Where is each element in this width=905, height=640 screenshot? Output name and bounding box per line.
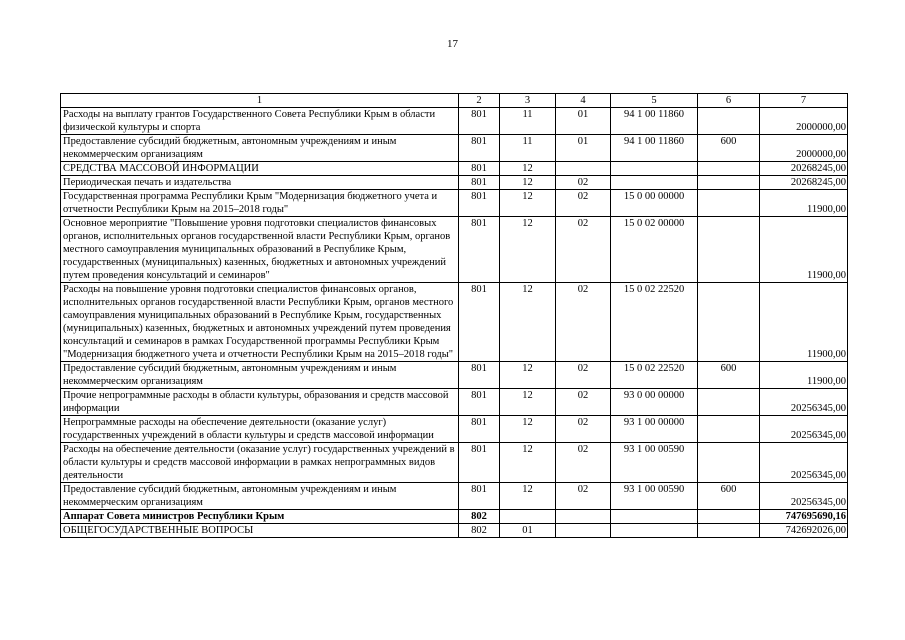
cell-target [611, 176, 698, 190]
table-row [61, 217, 848, 283]
cell-desc: Расходы на повышение уровня подготовки специалистов финансовых органов, исполнительных органов государственной власти Республики Крым, органов местного самоуправления муниципальных образований в Республике Крым, государственных (муниципальных) казенных, бюджетных и автономных учреждений путем проведения консультаций и семинаров в рамках Государственной программы Республики Крым "Модернизация бюджетного учета и отчетности Республики Крым на 2015–2018 годы" [61, 283, 459, 362]
cell-subsection [500, 510, 556, 524]
cell-expense-type [698, 510, 760, 524]
cell-amount: 20256345,00 [760, 416, 848, 443]
table-row [61, 443, 848, 483]
cell-amount: 2000000,00 [760, 135, 848, 162]
cell-expense-type [698, 176, 760, 190]
cell-amount: 20256345,00 [760, 483, 848, 510]
table-body [61, 108, 848, 538]
cell-subsection: 12 [500, 190, 556, 217]
cell-item: 02 [556, 362, 611, 389]
cell-desc: Предоставление субсидий бюджетным, автономным учреждениям и иным некоммерческим организациям [61, 362, 459, 389]
cell-expense-type [698, 416, 760, 443]
cell-desc: Предоставление субсидий бюджетным, автономным учреждениям и иным некоммерческим организациям [61, 135, 459, 162]
cell-item: 02 [556, 217, 611, 283]
cell-amount: 11900,00 [760, 190, 848, 217]
cell-section: 801 [459, 416, 500, 443]
cell-target: 15 0 00 00000 [611, 190, 698, 217]
cell-desc: ОБЩЕГОСУДАРСТВЕННЫЕ ВОПРОСЫ [61, 524, 459, 538]
cell-item: 01 [556, 108, 611, 135]
header-cell-3: 3 [500, 94, 556, 108]
cell-item: 02 [556, 283, 611, 362]
cell-section: 801 [459, 443, 500, 483]
cell-item: 01 [556, 135, 611, 162]
cell-item: 02 [556, 190, 611, 217]
cell-subsection: 01 [500, 524, 556, 538]
cell-target [611, 524, 698, 538]
cell-expense-type [698, 389, 760, 416]
cell-target: 15 0 02 00000 [611, 217, 698, 283]
cell-section: 801 [459, 162, 500, 176]
cell-item: 02 [556, 389, 611, 416]
cell-section: 801 [459, 108, 500, 135]
cell-desc: СРЕДСТВА МАССОВОЙ ИНФОРМАЦИИ [61, 162, 459, 176]
cell-section: 801 [459, 135, 500, 162]
cell-target: 15 0 02 22520 [611, 283, 698, 362]
cell-amount: 11900,00 [760, 283, 848, 362]
table-row [61, 483, 848, 510]
cell-desc: Периодическая печать и издательства [61, 176, 459, 190]
cell-section: 801 [459, 176, 500, 190]
cell-expense-type [698, 217, 760, 283]
cell-desc: Расходы на обеспечение деятельности (оказание услуг) государственных учреждений в области культуры и средств массовой информации в рамках непрограммных видов деятельности [61, 443, 459, 483]
cell-item: 02 [556, 176, 611, 190]
cell-desc: Прочие непрограммные расходы в области культуры, образования и средств массовой информации [61, 389, 459, 416]
cell-section: 802 [459, 524, 500, 538]
table-row [61, 162, 848, 176]
cell-expense-type: 600 [698, 362, 760, 389]
cell-item: 02 [556, 483, 611, 510]
cell-desc: Государственная программа Республики Крым "Модернизация бюджетного учета и отчетности Республики Крым на 2015–2018 годы" [61, 190, 459, 217]
cell-expense-type [698, 108, 760, 135]
cell-item: 02 [556, 443, 611, 483]
cell-expense-type [698, 524, 760, 538]
cell-amount: 11900,00 [760, 217, 848, 283]
cell-subsection: 12 [500, 416, 556, 443]
table-row [61, 190, 848, 217]
cell-section: 801 [459, 362, 500, 389]
cell-expense-type [698, 162, 760, 176]
cell-desc: Основное мероприятие "Повышение уровня подготовки специалистов финансовых органов, исполнительных органов государственной власти Республики Крым, органов местного самоуправления муниципальных образований в Республике Крым, государственных (муниципальных) казенных, бюджетных и автономных учреждений путем проведения консультаций и семинаров" [61, 217, 459, 283]
cell-subsection: 12 [500, 389, 556, 416]
table-row [61, 362, 848, 389]
cell-target: 94 1 00 11860 [611, 135, 698, 162]
cell-expense-type: 600 [698, 135, 760, 162]
cell-target: 15 0 02 22520 [611, 362, 698, 389]
cell-section: 802 [459, 510, 500, 524]
page-number: 17 [447, 38, 458, 50]
cell-expense-type [698, 283, 760, 362]
cell-section: 801 [459, 389, 500, 416]
header-cell-1: 1 [61, 94, 459, 108]
cell-subsection: 12 [500, 217, 556, 283]
cell-desc: Расходы на выплату грантов Государственного Совета Республики Крым в области физической культуры и спорта [61, 108, 459, 135]
cell-subsection: 12 [500, 176, 556, 190]
header-cell-5: 5 [611, 94, 698, 108]
cell-section: 801 [459, 217, 500, 283]
cell-subsection: 12 [500, 483, 556, 510]
cell-item [556, 510, 611, 524]
cell-amount: 20256345,00 [760, 443, 848, 483]
cell-amount: 20256345,00 [760, 389, 848, 416]
table-row [61, 108, 848, 135]
cell-subsection: 12 [500, 162, 556, 176]
cell-amount: 20268245,00 [760, 162, 848, 176]
table-row [61, 389, 848, 416]
cell-target: 93 1 00 00590 [611, 483, 698, 510]
cell-target: 93 1 00 00590 [611, 443, 698, 483]
cell-expense-type [698, 190, 760, 217]
cell-item: 02 [556, 416, 611, 443]
cell-expense-type [698, 443, 760, 483]
cell-target: 93 1 00 00000 [611, 416, 698, 443]
cell-item [556, 162, 611, 176]
cell-amount: 742692026,00 [760, 524, 848, 538]
cell-desc: Аппарат Совета министров Республики Крым [61, 510, 459, 524]
table-row [61, 510, 848, 524]
cell-section: 801 [459, 190, 500, 217]
budget-table [60, 93, 848, 538]
table-row [61, 524, 848, 538]
cell-desc: Непрограммные расходы на обеспечение деятельности (оказание услуг) государственных учреждений в области культуры и средств массовой информации [61, 416, 459, 443]
cell-amount: 2000000,00 [760, 108, 848, 135]
cell-target [611, 510, 698, 524]
header-cell-6: 6 [698, 94, 760, 108]
cell-target: 94 1 00 11860 [611, 108, 698, 135]
cell-amount: 747695690,16 [760, 510, 848, 524]
header-cell-7: 7 [760, 94, 848, 108]
table-row [61, 283, 848, 362]
header-row [61, 94, 848, 108]
header-cell-2: 2 [459, 94, 500, 108]
cell-section: 801 [459, 483, 500, 510]
cell-section: 801 [459, 283, 500, 362]
cell-expense-type: 600 [698, 483, 760, 510]
cell-subsection: 11 [500, 135, 556, 162]
cell-target [611, 162, 698, 176]
cell-item [556, 524, 611, 538]
cell-subsection: 12 [500, 283, 556, 362]
cell-subsection: 11 [500, 108, 556, 135]
cell-subsection: 12 [500, 362, 556, 389]
cell-subsection: 12 [500, 443, 556, 483]
header-cell-4: 4 [556, 94, 611, 108]
cell-amount: 11900,00 [760, 362, 848, 389]
table-row [61, 416, 848, 443]
cell-target: 93 0 00 00000 [611, 389, 698, 416]
table-row [61, 176, 848, 190]
table-row [61, 135, 848, 162]
cell-desc: Предоставление субсидий бюджетным, автономным учреждениям и иным некоммерческим организациям [61, 483, 459, 510]
cell-amount: 20268245,00 [760, 176, 848, 190]
